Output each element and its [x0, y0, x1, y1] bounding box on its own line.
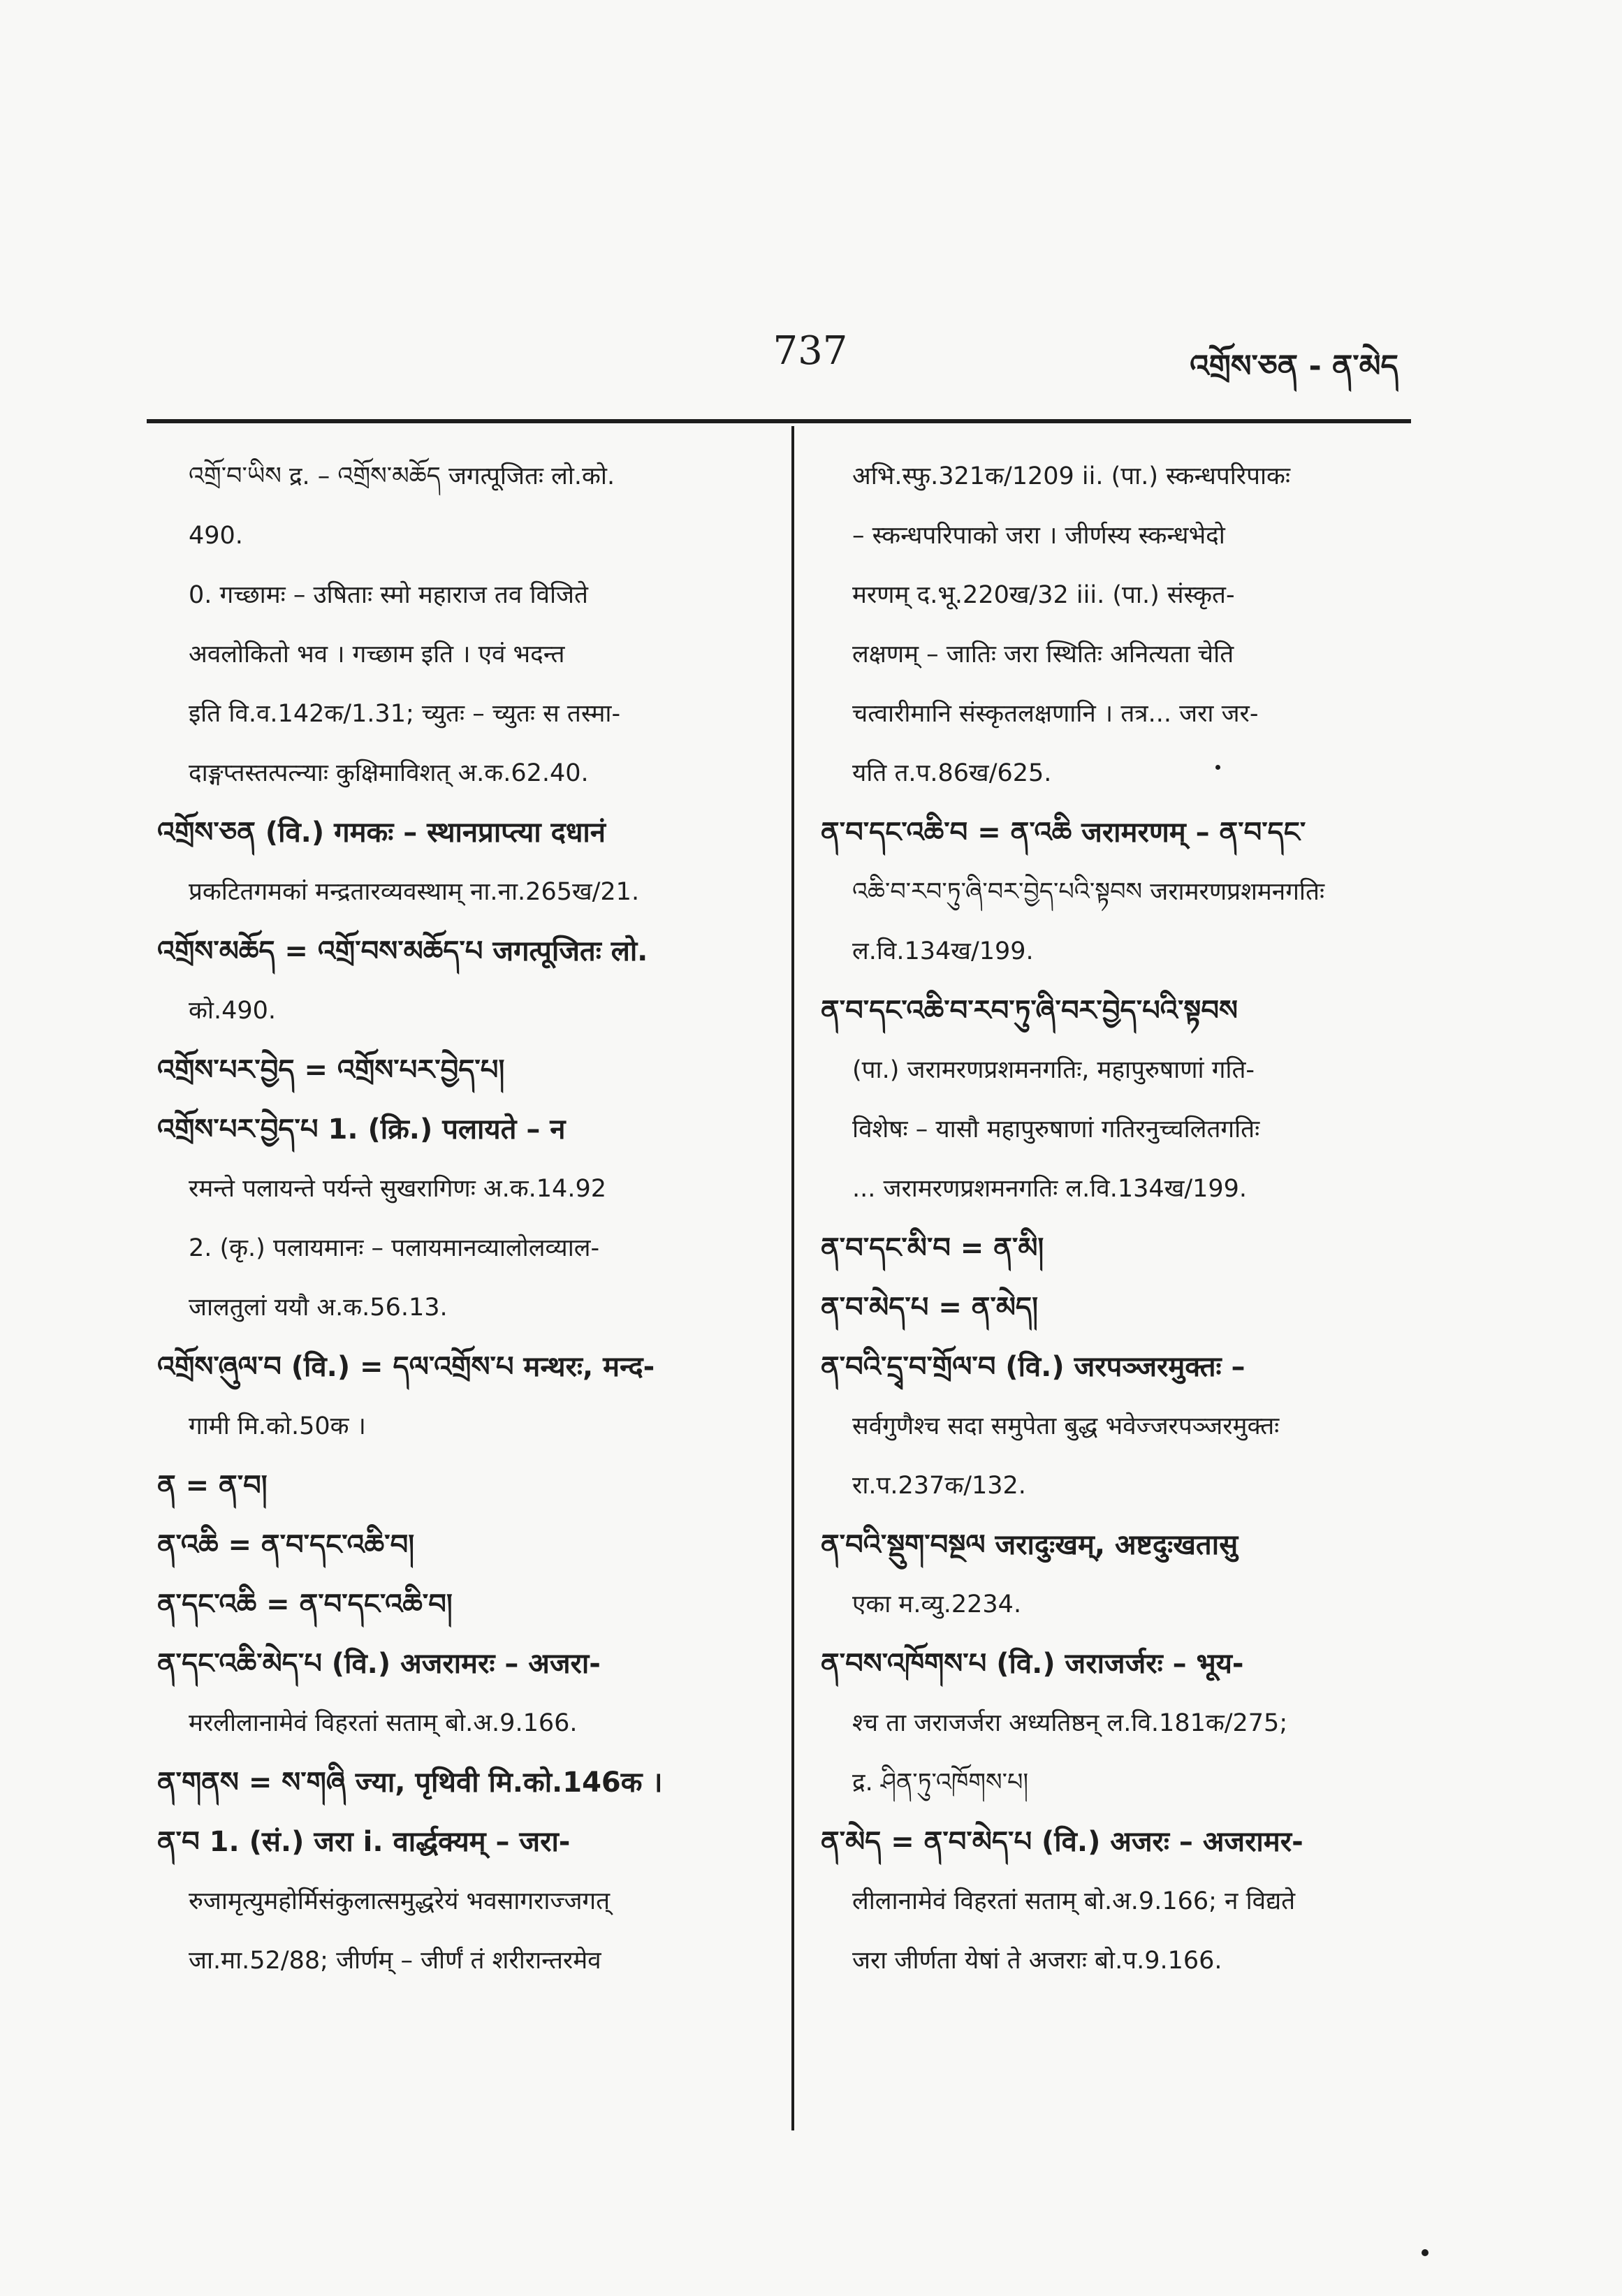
entry-line: चत्वारीमानि संस्कृतलक्षणानि । तत्र... जरा जर-	[852, 700, 1259, 728]
headword-line: འགྲོས་ཅན (वि.) गमकः – स्थानप्राप्त्या दधानं	[157, 817, 606, 849]
headword-line: འགྲོས་མཆོད = འགྲོ་བས་མཆོད་པ जगत्पूजितः लो.	[157, 935, 648, 967]
headword-line: ན་བ 1. (सं.) जरा i. वार्द्धक्यम् – जरा-	[157, 1826, 571, 1858]
entry-line: को.490.	[189, 997, 277, 1025]
left-column	[157, 447, 772, 1991]
entry-line: गामी मि.को.50क ।	[189, 1412, 366, 1440]
headword-line: འགྲོས་ཞུལ་བ (वि.) = དལ་འགྲོས་པ मन्थरः, मन्द-	[157, 1351, 655, 1383]
entry-line: मरलीलानामेवं विहरतां सताम् बो.अ.9.166.	[189, 1709, 578, 1737]
headword-line: ན་བ་མེད་པ = ན་མེད།	[821, 1292, 1038, 1324]
headword-line: འགྲོས་པར་བྱེད་པ 1. (क्रि.) पलायते – न	[157, 1113, 566, 1146]
headword-line: ན་དང་འཆི = ན་བ་དང་འཆི་བ།	[157, 1588, 453, 1621]
entry-line: विशेषः – यासौ महापुरुषाणां गतिरनुच्चलितगतिः	[852, 1116, 1260, 1143]
headword-line: ན་བ་དང་འཆི་བ = ན་འཆི जरामरणम् – ན་བ་དང་	[821, 817, 1306, 849]
entry-line: द्र. ཤིན་ཏུ་འཁོགས་པ།	[852, 1769, 1029, 1797]
entry-line: 2. (कृ.) पलायमानः – पलायमानव्यालोलव्याल-	[189, 1234, 600, 1262]
entry-line: जालतुलां ययौ अ.क.56.13.	[189, 1294, 448, 1322]
entry-line: लीलानामेवं विहरतां सताम् बो.अ.9.166; न विद्यते	[852, 1887, 1296, 1915]
entry-line: जा.मा.52/88; जीर्णम् – जीर्णं तं शरीरान्तरमेव	[189, 1947, 601, 1975]
headword-line: ན་བ་དང་འཆི་བ་རབ་ཏུ་ཞི་བར་བྱེད་པའི་སྟབས	[821, 995, 1238, 1027]
entry-line: ... जरामरणप्रशमनगतिः ल.वि.134ख/199.	[852, 1175, 1248, 1203]
entry-line: एका म.व्यु.2234.	[852, 1591, 1022, 1618]
entry-line: प्रकटितगमकां मन्द्रतारव्यवस्थाम् ना.ना.265ख/21.	[189, 878, 640, 906]
headword-line: ན་འཆི = ན་བ་དང་འཆི་བ།	[157, 1529, 415, 1561]
entry-line: (पा.) जरामरणप्रशमनगतिः, महापुरुषाणां गति-	[852, 1056, 1255, 1084]
entry-line: འགྲོ་བ་ཡིས ‍द्र. – འགྲོས་མཆོད जगत्पूजितः लो.को.	[189, 462, 615, 490]
page-number: 737	[773, 328, 848, 374]
headword-line: ན = ན་བ།	[157, 1470, 268, 1502]
entry-line: रा.प.237क/132.	[852, 1472, 1026, 1500]
entry-line: दाङ्गप्तस्तत्पत्न्याः कुक्षिमाविशत् अ.क.62.40.	[189, 759, 589, 787]
headword-line: ན་བའི་སྡུག་བསྔལ जरादुःखम्, अष्टदुःखतासु	[821, 1529, 1239, 1561]
entry-line: मरणम् द.भू.220ख/32 iii. (पा.) संस्कृत-	[852, 581, 1235, 609]
headword-line: ན་བས་འཁོགས་པ (वि.) जराजर्जरः – भूय-	[821, 1648, 1244, 1680]
entry-line: रमन्ते पलायन्ते पर्यन्ते सुखरागिणः अ.क.14.92	[189, 1175, 606, 1203]
entry-line: – स्कन्धपरिपाको जरा । जीर्णस्य स्कन्धभेदो	[852, 522, 1225, 550]
entry-line: 490.	[189, 522, 243, 550]
entry-line: ल.वि.134ख/199.	[852, 937, 1034, 965]
headword-line: ན་དང་འཆི་མེད་པ (वि.) अजरामरः – अजरा-	[157, 1648, 601, 1680]
entry-line: श्च ता जराजर्जरा अध्यतिष्ठन् ल.वि.181क/275;	[852, 1709, 1288, 1737]
entry-line: 0. गच्छामः – उषिताः स्मो महाराज तव विजिते	[189, 581, 588, 609]
entry-line: यति त.प.86ख/625.	[852, 759, 1052, 787]
column-divider	[791, 426, 794, 2130]
headword-line: ན་བའི་དྲྭ་བ་གྲོལ་བ (वि.) जरपञ्जरमुक्तः –	[821, 1351, 1245, 1383]
entry-line: सर्वगुणैश्च सदा समुपेता बुद्ध भवेज्जरपञ्जरमुक्तः	[852, 1412, 1280, 1440]
headword-line: ན་གནས = ས་གཞི ज्या, पृथिवी मि.को.146क ।	[157, 1767, 663, 1799]
entry-line: अवलोकितो भव । गच्छाम इति । एवं भदन्त	[189, 641, 565, 668]
entry-line: इति वि.व.142क/1.31; च्युतः – च्युतः स तस्मा-	[189, 700, 621, 728]
headword-line: ན་མེད = ན་བ་མེད་པ (वि.) अजरः – अजरामर-	[821, 1826, 1303, 1858]
entry-line: འཆི་བ་རབ་ཏུ་ཞི་བར་བྱེད་པའི་སྟབས जरामरणप्रशमनगतिः	[852, 878, 1325, 906]
running-head: འགྲོས་ཅན - ན་མེད	[1190, 349, 1398, 384]
entry-line: लक्षणम् – जातिः जरा स्थितिः अनित्यता चेति	[852, 641, 1234, 668]
right-column	[821, 447, 1435, 1991]
entry-line: रुजामृत्युमहोर्मिसंकुलात्समुद्धरेयं भवसागराज्जगत्	[189, 1887, 611, 1915]
print-dot	[1422, 2249, 1429, 2256]
headword-line: འགྲོས་པར་བྱེད = འགྲོས་པར་བྱེད་པ།	[157, 1054, 505, 1086]
headword-line: ན་བ་དང་མི་བ = ན་མི།	[821, 1232, 1044, 1264]
header-rule	[147, 419, 1411, 423]
entry-line: जरा जीर्णता येषां ते अजराः बो.प.9.166.	[852, 1947, 1222, 1975]
entry-line: अभि.स्फु.321क/1209 ii. (पा.) स्कन्धपरिपाकः	[852, 462, 1291, 490]
